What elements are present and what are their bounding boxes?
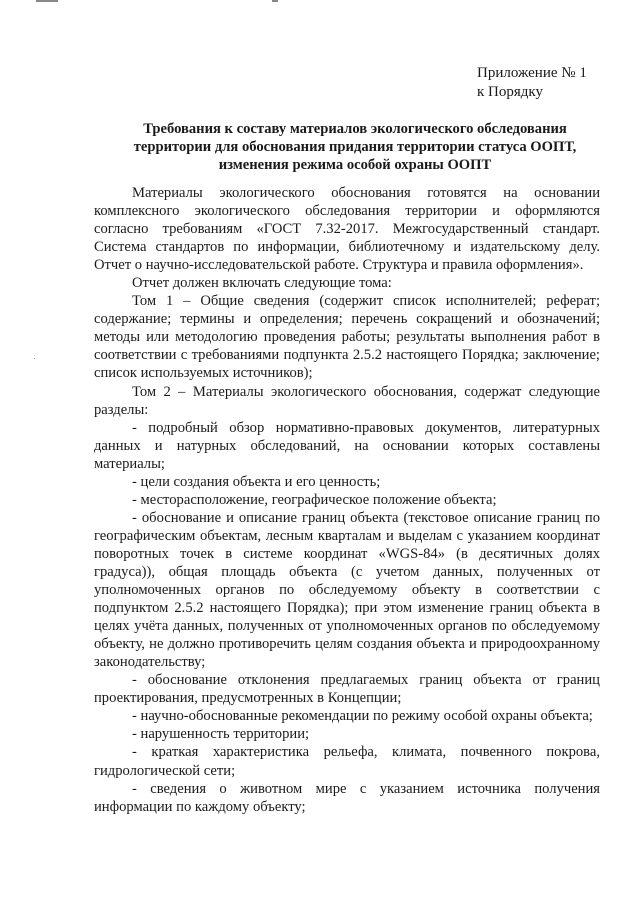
appendix-reference [477,64,587,102]
list-item: - месторасположение, географическое положение объекта; [132,491,497,508]
title-line: территории для обоснования придания территории статуса ООПТ, [133,139,577,155]
list-item: - цели создания объекта и его ценность; [132,473,381,490]
list-item: - подробный обзор нормативно-правовых документов, литературных данных и натурных обследований, на основании которых составлены материалы; [94,419,600,472]
list-item: - обоснование отклонения предлагаемых границ объекта от границ проектирования, предусмотренных в Концепции; [94,672,600,707]
document-body [94,184,600,816]
title-line: Требования к составу материалов экологического обследования [143,121,567,137]
list-item: - обоснование и описание границ объекта (текстовое описание границ по географическим объектам, лесным кварталам и выделам с указанием координат поворотных точек в системе координат «WGS-84» (в десятичных долях градуса)), общая площадь объекта (с учетом данных, полученных от уполномоченных органов по обследуемому объекту в соответствии с подпунктом 2.5.2 настоящего Порядка); при этом изменение границ объекта в целях учёта данных, полученных от уполномоченных органов по обследуемому объекту, не должно противоречить целям создания объекта и природоохранному законодательству; [94,509,600,671]
scan-speck [34,358,35,359]
volume-1-paragraph: Том 1 – Общие сведения (содержит список исполнителей; реферат; содержание; термины и определения; перечень сокращений и обозначений; методы или методологию проведения работы; результаты выполнения работ в соответствии с требованиями подпункта 2.5.2 настоящего Порядка; заключение; список используемых источников); [94,293,600,382]
appendix-order-ref: к Порядку [477,84,543,100]
volume-2-paragraph: Том 2 – Материалы экологического обоснования, содержат следующие разделы: [94,383,600,418]
document-title [100,120,610,174]
scan-edge-mark [272,0,278,2]
intro-paragraph: Материалы экологического обоснования готовятся на основании комплексного экологического обследования территории и оформляются согласно требованиям «ГОСТ 7.32-2017. Межгосударственный стандарт. Система стандартов по информации, библиотечному и издательскому делу. Отчет о научно-исследовательской работе. Структура и правила оформления». [94,185,600,274]
volumes-intro: Отчет должен включать следующие тома: [132,275,392,292]
scan-edge-mark [36,0,58,2]
title-line: изменения режима особой охраны ООПТ [218,157,492,173]
list-item: - сведения о животном мире с указанием источника получения информации по каждому объекту; [94,780,600,815]
list-item: - краткая характеристика рельефа, климата, почвенного покрова, гидрологической сети; [94,744,600,779]
list-item: - нарушенность территории; [132,726,310,743]
list-item: - научно-обоснованные рекомендации по режиму особой охраны объекта; [132,708,593,725]
appendix-number: Приложение № 1 [477,65,587,81]
